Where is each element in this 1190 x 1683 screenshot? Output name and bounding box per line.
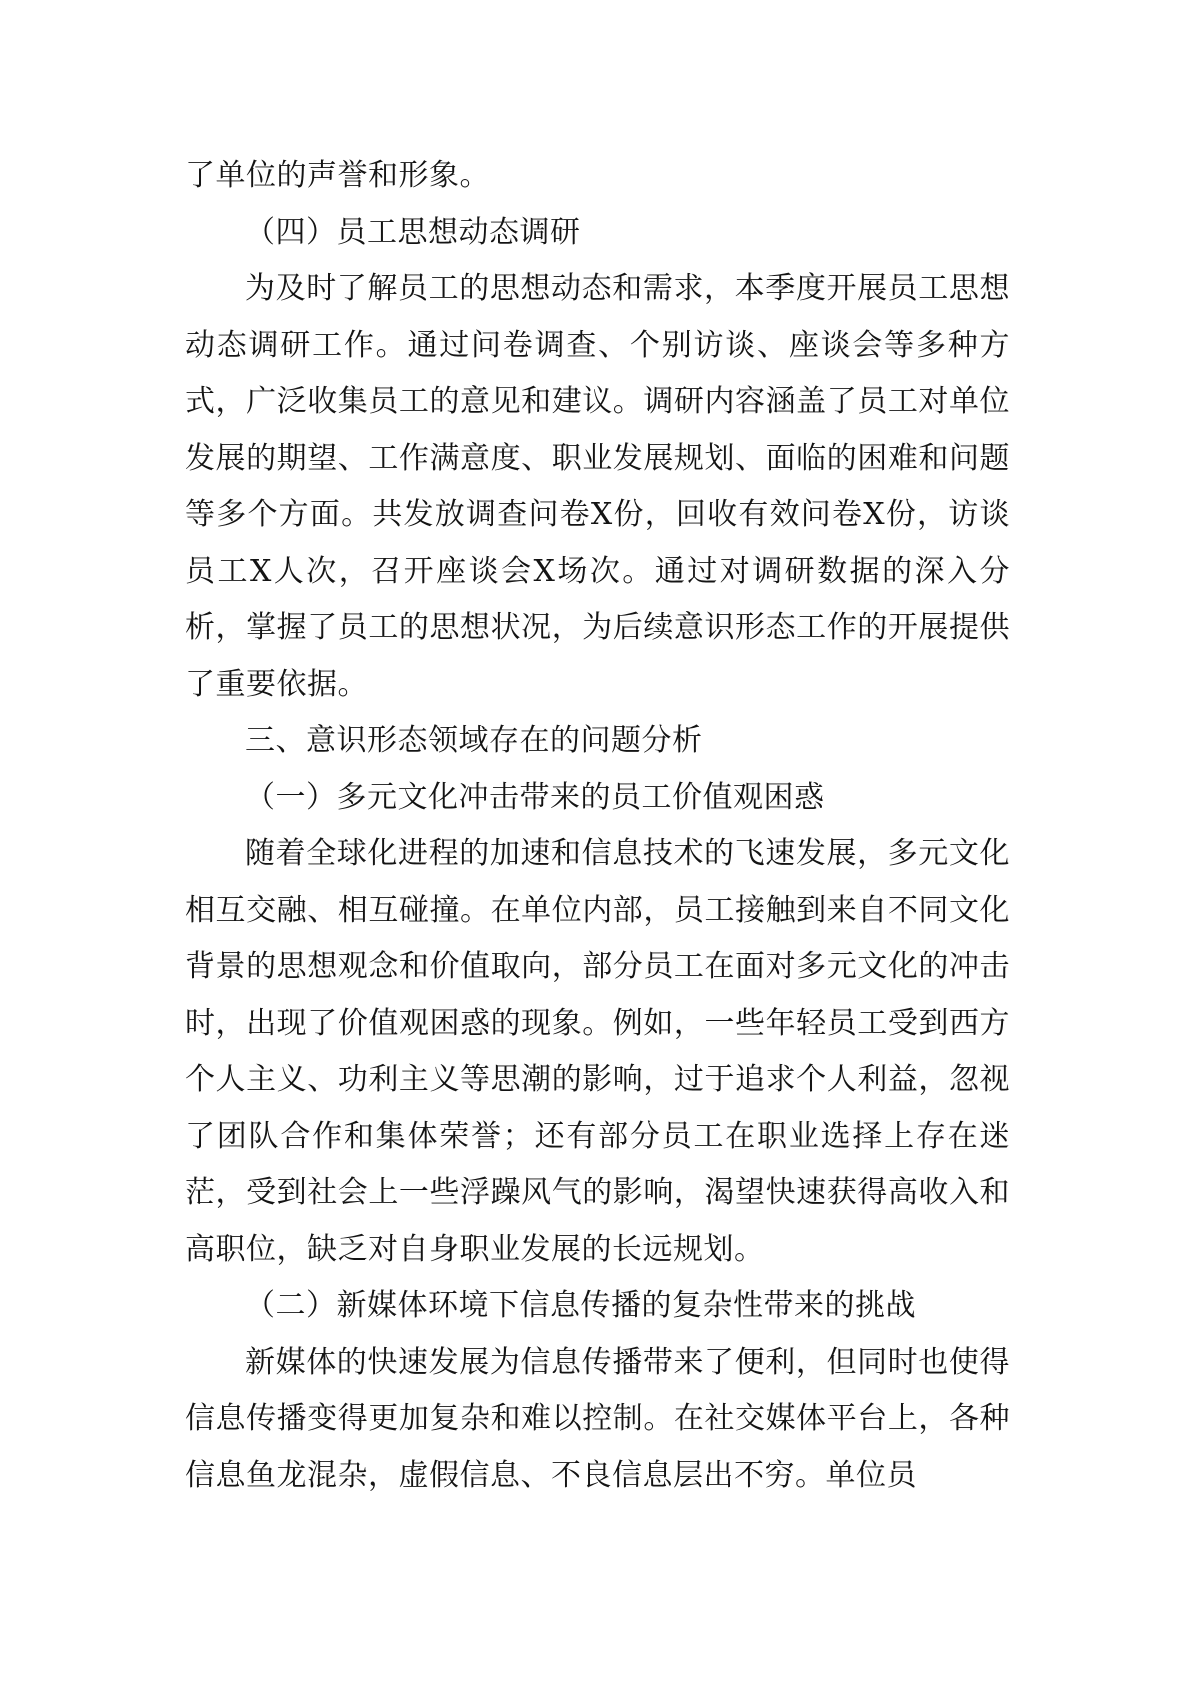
paragraph-multicultural-impact: 随着全球化进程的加速和信息技术的飞速发展，多元文化相互交融、相互碰撞。在单位内部，员工接触到来自不同文化背景的思想观念和价值取向，部分员工在面对多元文化的冲击时，出现了价值观困惑的现象。例如，一些年轻员工受到西方个人主义、功利主义等思潮的影响，过于追求个人利益，忽视了团队合作和集体荣誉；还有部分员工在职业选择上存在迷茫，受到社会上一些浮躁风气的影响，渴望快速获得高收入和高职位，缺乏对自身职业发展的长远规划。 (185, 836, 1010, 1267)
subheading-new-media-challenge: （二）新媒体环境下信息传播的复杂性带来的挑战 (245, 1288, 916, 1323)
paragraph-employee-survey: 为及时了解员工的思想动态和需求，本季度开展员工思想动态调研工作。通过问卷调查、个别访谈、座谈会等多种方式，广泛收集员工的意见和建议。调研内容涵盖了员工对单位发展的期望、工作满意度、职业发展规划、面临的困难和问题等多个方面。共发放调查问卷X份，回收有效问卷X份，访谈员工X人次，召开座谈会X场次。通过对调研数据的深入分析，掌握了员工的思想状况，为后续意识形态工作的开展提供了重要依据。 (185, 271, 1010, 702)
subheading-multicultural-impact: （一）多元文化冲击带来的员工价值观困惑 (245, 779, 825, 815)
subheading-employee-survey: （四）员工思想动态调研 (245, 214, 581, 250)
heading-problem-analysis: 三、意识形态领域存在的问题分析 (245, 723, 703, 758)
paragraph-new-media-challenge: 新媒体的快速发展为信息传播带来了便利，但同时也使得信息传播变得更加复杂和难以控制。在社交媒体平台上，各种信息鱼龙混杂，虚假信息、不良信息层出不穷。单位员 (185, 1344, 1010, 1493)
paragraph-continuation: 了单位的声誉和形象。 (185, 158, 490, 193)
document-body (185, 148, 1010, 1504)
